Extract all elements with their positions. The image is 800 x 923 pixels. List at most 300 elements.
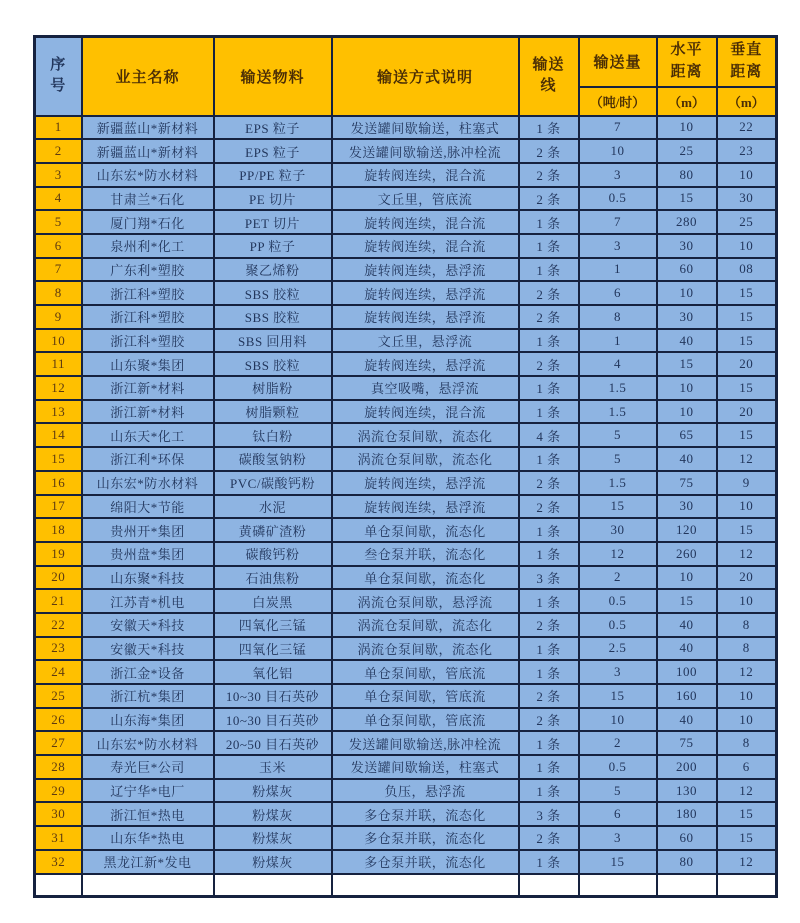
cell-index: 31	[35, 826, 82, 850]
cell-method: 发送罐间歇输送，柱塞式	[332, 116, 519, 140]
empty-cell	[214, 874, 332, 897]
cell-material: 10~30 目石英砂	[214, 708, 332, 732]
cell-vertical: 10	[717, 708, 777, 732]
cell-material: 树脂粉	[214, 376, 332, 400]
header-vertical-unit: （m）	[717, 87, 777, 116]
empty-cell	[332, 874, 519, 897]
cell-vertical: 23	[717, 139, 777, 163]
cell-method: 真空吸嘴，悬浮流	[332, 376, 519, 400]
cell-owner: 新疆蓝山*新材料	[82, 116, 214, 140]
cell-method: 旋转阀连续，悬浮流	[332, 352, 519, 376]
cell-method: 单仓泵间歇，管底流	[332, 684, 519, 708]
cell-vertical: 10	[717, 684, 777, 708]
cell-vertical: 12	[717, 779, 777, 803]
cell-vertical: 22	[717, 116, 777, 140]
table-row	[35, 258, 777, 282]
cell-lines: 1 条	[519, 376, 579, 400]
cell-index: 28	[35, 755, 82, 779]
cell-horizontal: 15	[657, 187, 717, 211]
cell-vertical: 20	[717, 400, 777, 424]
table-row	[35, 329, 777, 353]
cell-lines: 2 条	[519, 139, 579, 163]
cell-index: 4	[35, 187, 82, 211]
cell-lines: 3 条	[519, 802, 579, 826]
table-row	[35, 660, 777, 684]
cell-lines: 1 条	[519, 447, 579, 471]
table-row	[35, 755, 777, 779]
cell-owner: 浙江新*材料	[82, 376, 214, 400]
cell-index: 14	[35, 423, 82, 447]
cell-method: 旋转阀连续，悬浮流	[332, 471, 519, 495]
table-row	[35, 495, 777, 519]
cell-capacity: 3	[579, 163, 657, 187]
cell-index: 17	[35, 495, 82, 519]
cell-method: 多仓泵并联，流态化	[332, 826, 519, 850]
cell-owner: 山东宏*防水材料	[82, 163, 214, 187]
cell-horizontal: 40	[657, 613, 717, 637]
cell-lines: 1 条	[519, 329, 579, 353]
cell-material: 钛白粉	[214, 423, 332, 447]
cell-vertical: 12	[717, 447, 777, 471]
cell-owner: 辽宁华*电厂	[82, 779, 214, 803]
cell-material: 粉煤灰	[214, 826, 332, 850]
cell-method: 旋转阀连续，混合流	[332, 163, 519, 187]
header-lines: 输送线	[519, 37, 579, 116]
header-capacity: 输送量	[579, 37, 657, 87]
cell-capacity: 3	[579, 826, 657, 850]
cell-material: PP/PE 粒子	[214, 163, 332, 187]
table-row	[35, 234, 777, 258]
cell-method: 单仓泵间歇，流态化	[332, 566, 519, 590]
cell-method: 发送罐间歇输送，柱塞式	[332, 755, 519, 779]
cell-owner: 浙江利*环保	[82, 447, 214, 471]
cell-index: 23	[35, 637, 82, 661]
cell-index: 3	[35, 163, 82, 187]
cell-vertical: 10	[717, 234, 777, 258]
cell-lines: 2 条	[519, 826, 579, 850]
cell-owner: 安徽天*科技	[82, 613, 214, 637]
cell-owner: 黑龙江新*发电	[82, 850, 214, 874]
cell-vertical: 15	[717, 305, 777, 329]
empty-cell	[657, 874, 717, 897]
table-row	[35, 471, 777, 495]
cell-owner: 寿光巨*公司	[82, 755, 214, 779]
cell-method: 旋转阀连续，悬浮流	[332, 258, 519, 282]
cell-vertical: 12	[717, 850, 777, 874]
cell-horizontal: 40	[657, 708, 717, 732]
cell-index: 15	[35, 447, 82, 471]
cell-lines: 1 条	[519, 400, 579, 424]
cell-method: 旋转阀连续，混合流	[332, 234, 519, 258]
cell-vertical: 15	[717, 826, 777, 850]
table-row	[35, 850, 777, 874]
cell-horizontal: 160	[657, 684, 717, 708]
cell-capacity: 3	[579, 234, 657, 258]
cell-index: 6	[35, 234, 82, 258]
cell-horizontal: 10	[657, 116, 717, 140]
cell-owner: 泉州利*化工	[82, 234, 214, 258]
cell-capacity: 4	[579, 352, 657, 376]
cell-material: 水泥	[214, 495, 332, 519]
cell-lines: 1 条	[519, 660, 579, 684]
cell-vertical: 9	[717, 471, 777, 495]
cell-capacity: 1.5	[579, 376, 657, 400]
empty-cell	[35, 874, 82, 897]
cell-owner: 江苏青*机电	[82, 589, 214, 613]
cell-index: 26	[35, 708, 82, 732]
cell-lines: 4 条	[519, 423, 579, 447]
cell-capacity: 0.5	[579, 755, 657, 779]
cell-owner: 浙江科*塑胶	[82, 329, 214, 353]
cell-capacity: 2.5	[579, 637, 657, 661]
empty-row	[35, 874, 777, 897]
cell-material: PVC/碳酸钙粉	[214, 471, 332, 495]
cell-owner: 山东聚*科技	[82, 566, 214, 590]
cell-index: 11	[35, 352, 82, 376]
cell-owner: 厦门翔*石化	[82, 210, 214, 234]
cell-vertical: 08	[717, 258, 777, 282]
cell-vertical: 6	[717, 755, 777, 779]
cell-method: 文丘里，悬浮流	[332, 329, 519, 353]
cell-vertical: 15	[717, 376, 777, 400]
empty-cell	[82, 874, 214, 897]
table-row	[35, 210, 777, 234]
cell-capacity: 7	[579, 116, 657, 140]
cell-horizontal: 10	[657, 566, 717, 590]
cell-vertical: 10	[717, 495, 777, 519]
cell-index: 22	[35, 613, 82, 637]
table-row	[35, 423, 777, 447]
table-row	[35, 708, 777, 732]
cell-capacity: 5	[579, 447, 657, 471]
cell-lines: 1 条	[519, 779, 579, 803]
cell-lines: 2 条	[519, 163, 579, 187]
cell-material: 四氧化三锰	[214, 637, 332, 661]
cell-horizontal: 280	[657, 210, 717, 234]
cell-lines: 2 条	[519, 352, 579, 376]
table-row	[35, 731, 777, 755]
table-row	[35, 447, 777, 471]
table-row	[35, 305, 777, 329]
cell-capacity: 3	[579, 660, 657, 684]
cell-material: SBS 胶粒	[214, 305, 332, 329]
cell-horizontal: 60	[657, 258, 717, 282]
cell-horizontal: 40	[657, 637, 717, 661]
header-horizontal-unit: （m）	[657, 87, 717, 116]
cell-horizontal: 30	[657, 305, 717, 329]
table-row	[35, 542, 777, 566]
cell-material: 聚乙烯粉	[214, 258, 332, 282]
cell-index: 12	[35, 376, 82, 400]
cell-capacity: 1	[579, 258, 657, 282]
table-row	[35, 779, 777, 803]
cell-capacity: 5	[579, 779, 657, 803]
header-owner: 业主名称	[82, 37, 214, 116]
cell-material: 20~50 目石英砂	[214, 731, 332, 755]
cell-method: 叁仓泵并联，流态化	[332, 542, 519, 566]
cell-method: 负压，悬浮流	[332, 779, 519, 803]
cell-owner: 安徽天*科技	[82, 637, 214, 661]
cell-horizontal: 30	[657, 234, 717, 258]
table-row	[35, 826, 777, 850]
cell-method: 单仓泵间歇，流态化	[332, 518, 519, 542]
cell-lines: 1 条	[519, 116, 579, 140]
cell-method: 涡流仓泵间歇，流态化	[332, 447, 519, 471]
cell-owner: 甘肃兰*石化	[82, 187, 214, 211]
empty-cell	[519, 874, 579, 897]
cell-capacity: 15	[579, 495, 657, 519]
cell-method: 单仓泵间歇，管底流	[332, 708, 519, 732]
cell-vertical: 12	[717, 542, 777, 566]
cell-lines: 2 条	[519, 305, 579, 329]
cell-capacity: 0.5	[579, 187, 657, 211]
header-vertical: 垂直距离	[717, 37, 777, 87]
cell-method: 多仓泵并联，流态化	[332, 850, 519, 874]
cell-capacity: 5	[579, 423, 657, 447]
cell-method: 发送罐间歇输送,脉冲栓流	[332, 731, 519, 755]
cell-vertical: 10	[717, 163, 777, 187]
cell-vertical: 15	[717, 802, 777, 826]
cell-capacity: 1.5	[579, 471, 657, 495]
cell-index: 25	[35, 684, 82, 708]
cell-material: 黄磷矿渣粉	[214, 518, 332, 542]
cell-vertical: 15	[717, 423, 777, 447]
cell-index: 13	[35, 400, 82, 424]
cell-material: 10~30 目石英砂	[214, 684, 332, 708]
table-row	[35, 163, 777, 187]
cell-method: 涡流仓泵间歇，流态化	[332, 613, 519, 637]
cell-lines: 2 条	[519, 471, 579, 495]
cell-index: 29	[35, 779, 82, 803]
cell-method: 旋转阀连续，悬浮流	[332, 495, 519, 519]
cell-owner: 山东天*化工	[82, 423, 214, 447]
cell-horizontal: 25	[657, 139, 717, 163]
cell-vertical: 8	[717, 731, 777, 755]
cell-material: EPS 粒子	[214, 139, 332, 163]
cell-material: PE 切片	[214, 187, 332, 211]
cell-owner: 广东利*塑胶	[82, 258, 214, 282]
cell-owner: 山东宏*防水材料	[82, 471, 214, 495]
cell-material: SBS 回用料	[214, 329, 332, 353]
cell-lines: 1 条	[519, 589, 579, 613]
cell-lines: 2 条	[519, 684, 579, 708]
cell-horizontal: 180	[657, 802, 717, 826]
cell-index: 16	[35, 471, 82, 495]
cell-capacity: 8	[579, 305, 657, 329]
header-material: 输送物料	[214, 37, 332, 116]
cell-method: 多仓泵并联，流态化	[332, 802, 519, 826]
cell-capacity: 15	[579, 850, 657, 874]
cell-vertical: 8	[717, 637, 777, 661]
cell-index: 19	[35, 542, 82, 566]
cell-lines: 1 条	[519, 755, 579, 779]
cell-lines: 2 条	[519, 708, 579, 732]
cell-method: 涡流仓泵间歇，流态化	[332, 637, 519, 661]
table-row	[35, 518, 777, 542]
cell-horizontal: 10	[657, 400, 717, 424]
cell-lines: 2 条	[519, 281, 579, 305]
cell-vertical: 15	[717, 281, 777, 305]
table-row	[35, 684, 777, 708]
cell-owner: 山东聚*集团	[82, 352, 214, 376]
header-row-main	[35, 37, 777, 87]
cell-horizontal: 80	[657, 163, 717, 187]
table-row	[35, 116, 777, 140]
cell-method: 旋转阀连续，混合流	[332, 210, 519, 234]
cell-index: 18	[35, 518, 82, 542]
cell-horizontal: 60	[657, 826, 717, 850]
cell-capacity: 0.5	[579, 613, 657, 637]
cell-lines: 1 条	[519, 518, 579, 542]
cell-vertical: 20	[717, 566, 777, 590]
cell-capacity: 6	[579, 281, 657, 305]
table-row	[35, 589, 777, 613]
cell-index: 7	[35, 258, 82, 282]
cell-material: 石油焦粉	[214, 566, 332, 590]
cell-horizontal: 30	[657, 495, 717, 519]
cell-capacity: 15	[579, 684, 657, 708]
cell-horizontal: 200	[657, 755, 717, 779]
cell-horizontal: 75	[657, 731, 717, 755]
cell-capacity: 1	[579, 329, 657, 353]
empty-cell	[717, 874, 777, 897]
header-method: 输送方式说明	[332, 37, 519, 116]
cell-horizontal: 15	[657, 352, 717, 376]
cell-vertical: 25	[717, 210, 777, 234]
table-row	[35, 376, 777, 400]
cell-lines: 1 条	[519, 234, 579, 258]
cell-index: 1	[35, 116, 82, 140]
cell-owner: 浙江恒*热电	[82, 802, 214, 826]
cell-method: 发送罐间歇输送,脉冲栓流	[332, 139, 519, 163]
cell-lines: 1 条	[519, 731, 579, 755]
table-row	[35, 352, 777, 376]
cell-index: 2	[35, 139, 82, 163]
cell-method: 旋转阀连续，混合流	[332, 400, 519, 424]
cell-owner: 浙江科*塑胶	[82, 305, 214, 329]
cell-material: 白炭黑	[214, 589, 332, 613]
cell-method: 单仓泵间歇，管底流	[332, 660, 519, 684]
cell-index: 5	[35, 210, 82, 234]
cell-capacity: 10	[579, 708, 657, 732]
table-body	[35, 116, 777, 897]
cell-capacity: 7	[579, 210, 657, 234]
cell-index: 32	[35, 850, 82, 874]
cell-index: 10	[35, 329, 82, 353]
cell-capacity: 10	[579, 139, 657, 163]
cell-lines: 3 条	[519, 566, 579, 590]
cell-index: 21	[35, 589, 82, 613]
cell-material: SBS 胶粒	[214, 352, 332, 376]
cell-horizontal: 75	[657, 471, 717, 495]
cell-material: 玉米	[214, 755, 332, 779]
table-row	[35, 281, 777, 305]
cell-owner: 贵州盘*集团	[82, 542, 214, 566]
cell-index: 20	[35, 566, 82, 590]
cell-material: 氧化铝	[214, 660, 332, 684]
cell-capacity: 30	[579, 518, 657, 542]
cell-material: 粉煤灰	[214, 802, 332, 826]
cell-lines: 1 条	[519, 850, 579, 874]
cell-owner: 浙江金*设备	[82, 660, 214, 684]
cell-material: 树脂颗粒	[214, 400, 332, 424]
cell-vertical: 15	[717, 329, 777, 353]
cell-capacity: 1.5	[579, 400, 657, 424]
table-row	[35, 613, 777, 637]
cell-owner: 山东宏*防水材料	[82, 731, 214, 755]
cell-method: 旋转阀连续，悬浮流	[332, 305, 519, 329]
header-horizontal: 水平距离	[657, 37, 717, 87]
cell-lines: 2 条	[519, 187, 579, 211]
cell-material: 碳酸钙粉	[214, 542, 332, 566]
cell-horizontal: 40	[657, 447, 717, 471]
cell-vertical: 10	[717, 589, 777, 613]
cell-horizontal: 260	[657, 542, 717, 566]
cell-material: 四氧化三锰	[214, 613, 332, 637]
cell-owner: 山东海*集团	[82, 708, 214, 732]
cell-capacity: 0.5	[579, 589, 657, 613]
table-header	[35, 37, 777, 116]
cell-index: 30	[35, 802, 82, 826]
cell-owner: 新疆蓝山*新材料	[82, 139, 214, 163]
table-row	[35, 802, 777, 826]
cell-material: PET 切片	[214, 210, 332, 234]
cell-owner: 浙江杭*集团	[82, 684, 214, 708]
cell-material: EPS 粒子	[214, 116, 332, 140]
cell-vertical: 15	[717, 518, 777, 542]
table-row	[35, 187, 777, 211]
cell-lines: 1 条	[519, 542, 579, 566]
cell-horizontal: 65	[657, 423, 717, 447]
cell-index: 8	[35, 281, 82, 305]
cell-method: 涡流仓泵间歇，流态化	[332, 423, 519, 447]
cell-index: 27	[35, 731, 82, 755]
cell-capacity: 12	[579, 542, 657, 566]
cell-capacity: 2	[579, 731, 657, 755]
cell-horizontal: 40	[657, 329, 717, 353]
cell-owner: 贵州开*集团	[82, 518, 214, 542]
cell-method: 文丘里，管底流	[332, 187, 519, 211]
table-row	[35, 400, 777, 424]
cell-index: 24	[35, 660, 82, 684]
header-capacity-unit: （吨/时）	[579, 87, 657, 116]
cell-vertical: 12	[717, 660, 777, 684]
cell-vertical: 8	[717, 613, 777, 637]
cell-index: 9	[35, 305, 82, 329]
cell-horizontal: 130	[657, 779, 717, 803]
cell-owner: 浙江科*塑胶	[82, 281, 214, 305]
cell-lines: 1 条	[519, 210, 579, 234]
cell-lines: 1 条	[519, 258, 579, 282]
cell-material: 粉煤灰	[214, 779, 332, 803]
table-row	[35, 139, 777, 163]
cell-horizontal: 100	[657, 660, 717, 684]
cell-horizontal: 120	[657, 518, 717, 542]
table-row	[35, 566, 777, 590]
cell-capacity: 2	[579, 566, 657, 590]
cell-horizontal: 15	[657, 589, 717, 613]
cell-owner: 绵阳大*节能	[82, 495, 214, 519]
cell-method: 涡流仓泵间歇，悬浮流	[332, 589, 519, 613]
cell-owner: 山东华*热电	[82, 826, 214, 850]
cell-lines: 1 条	[519, 637, 579, 661]
cell-owner: 浙江新*材料	[82, 400, 214, 424]
cell-material: PP 粒子	[214, 234, 332, 258]
cell-vertical: 30	[717, 187, 777, 211]
cell-horizontal: 80	[657, 850, 717, 874]
cell-method: 旋转阀连续，悬浮流	[332, 281, 519, 305]
cell-material: 粉煤灰	[214, 850, 332, 874]
